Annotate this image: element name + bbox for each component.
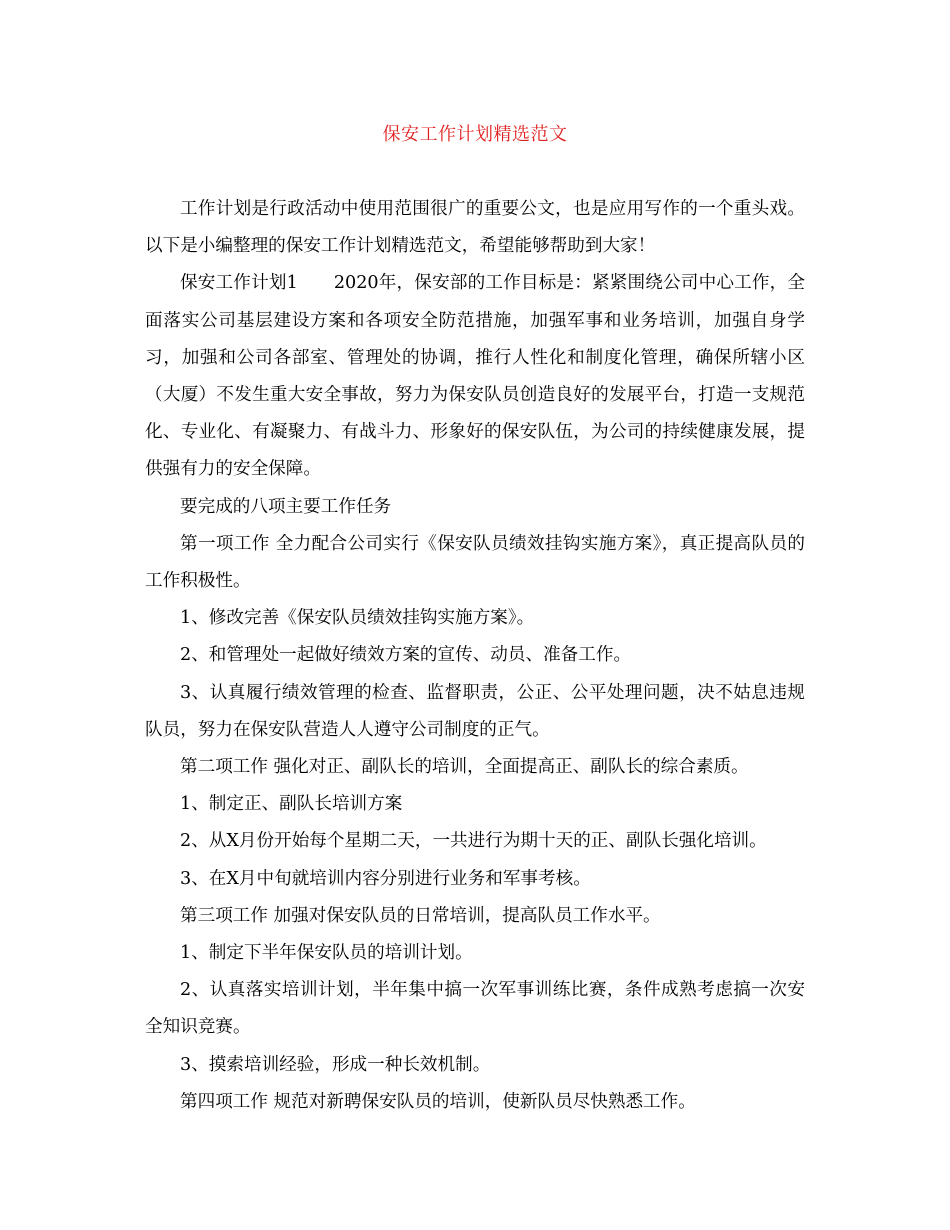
task3-heading: 第三项工作 加强对保安队员的日常培训，提高队员工作水平。 <box>180 905 661 926</box>
plan1-text: 2020年，保安部的工作目标是：紧紧围绕公司中心工作，全面落实公司基层建设方案和各项安全防范措施，加强军事和业务培训，加强自身学习，加强和公司各部室、管理处的协调，推行人性化和制度化管理，确保所辖小区（大厦）不发生重大安全事故，努力为保安队员创造良好的发展平台，打造一支规范化、专业化、有凝聚力、有战斗力、形象好的保安队伍，为公司的持续健康发展，提供强有力的安全保障。 <box>145 273 806 480</box>
task4-heading: 第四项工作 规范对新聘保安队员的培训，使新队员尽快熟悉工作。 <box>180 1091 696 1112</box>
document-title: 保安工作计划精选范文 <box>382 124 568 145</box>
task2-item: 3、在X月中旬就培训内容分别进行业务和军事考核。 <box>180 868 591 889</box>
task1-item: 3、认真履行绩效管理的检查、监督职责，公正、公平处理问题，决不姑息违规队员，努力在保安队营造人人遵守公司制度的正气。 <box>145 682 805 740</box>
plan1-heading: 保安工作计划1 <box>180 273 298 294</box>
document-body <box>145 191 805 1121</box>
task3-item: 3、摸索培训经验，形成一种长效机制。 <box>180 1054 491 1075</box>
task1-item: 2、和管理处一起做好绩效方案的宣传、动员、准备工作。 <box>180 645 632 666</box>
task1-item: 1、修改完善《保安队员绩效挂钩实施方案》。 <box>180 608 535 629</box>
task3-item: 1、制定下半年保安队员的培训计划。 <box>180 943 473 964</box>
task2-item: 1、制定正、副队长培训方案 <box>180 794 403 815</box>
task1-heading: 第一项工作 全力配合公司实行《保安队员绩效挂钩实施方案》，真正提高队员的工作积极性。 <box>145 533 805 592</box>
tasks-heading: 要完成的八项主要工作任务 <box>180 496 392 517</box>
task2-heading: 第二项工作 强化对正、副队长的培训，全面提高正、副队长的综合素质。 <box>180 757 749 778</box>
plan1-paragraph <box>145 265 805 488</box>
intro-paragraph: 工作计划是行政活动中使用范围很广的重要公文，也是应用写作的一个重头戏。以下是小编整理的保安工作计划精选范文，希望能够帮助到大家！ <box>145 199 805 257</box>
task2-item: 2、从X月份开始每个星期二天，一共进行为期十天的正、副队长强化培训。 <box>180 831 767 852</box>
task3-item: 2、认真落实培训计划，半年集中搞一次军事训练比赛，条件成熟考虑搞一次安全知识竞赛。 <box>145 980 805 1038</box>
